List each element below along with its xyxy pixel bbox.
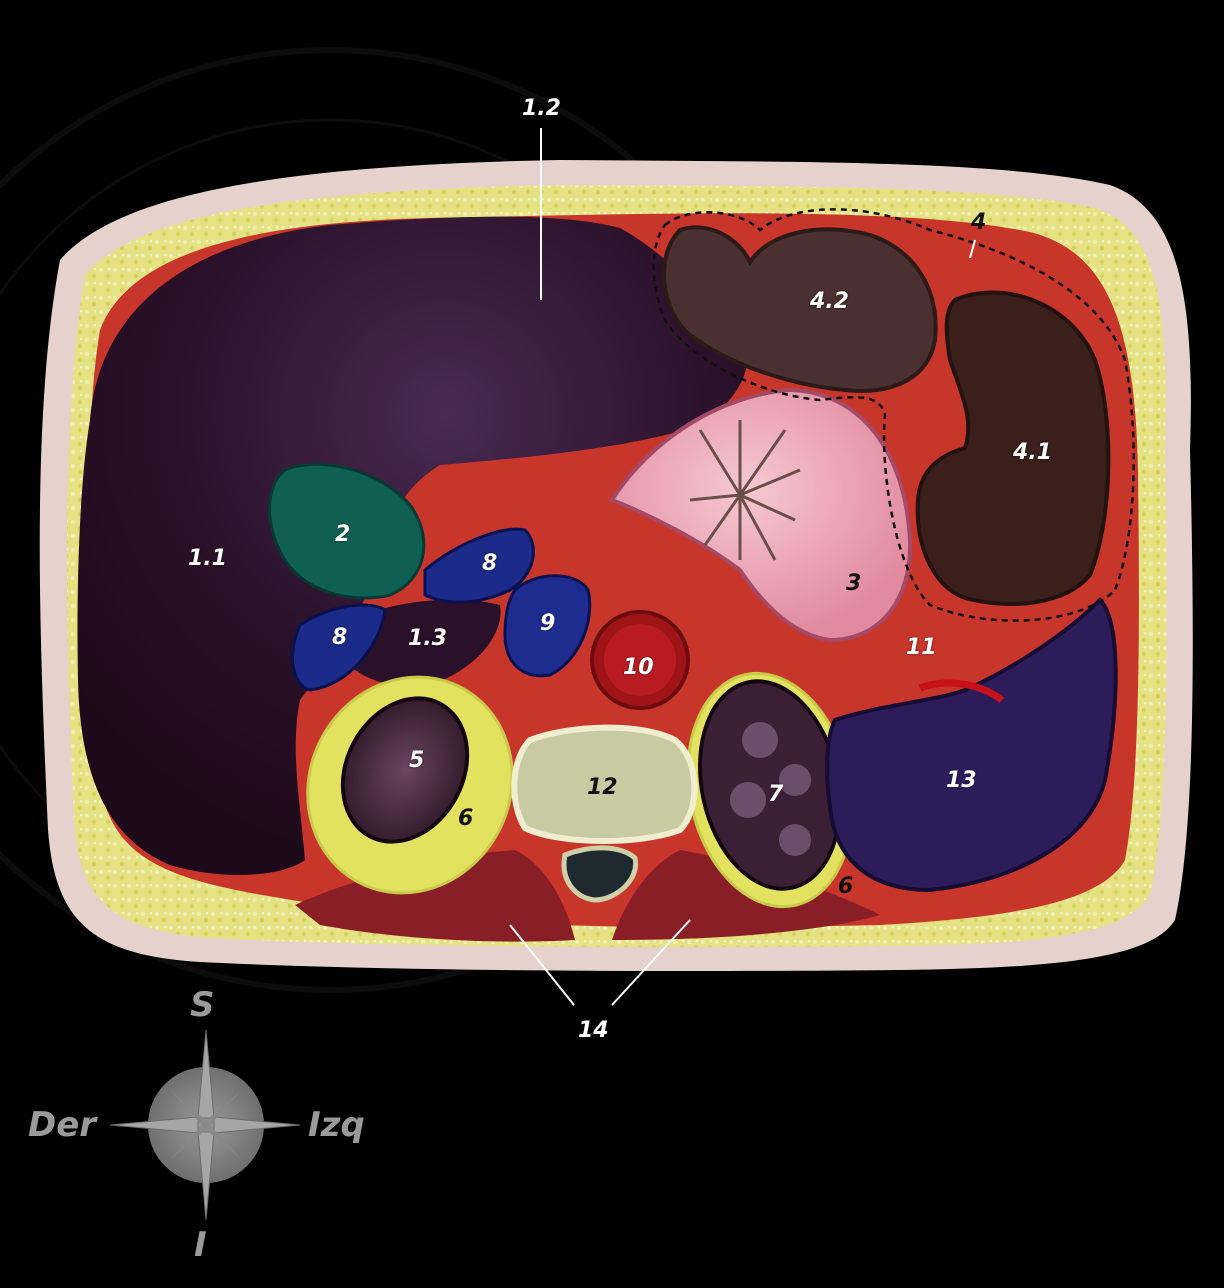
compass-label-south: I bbox=[194, 1225, 207, 1265]
label-2: 2 bbox=[335, 522, 351, 547]
label-9: 9 bbox=[540, 611, 556, 636]
label-7: 7 bbox=[768, 782, 784, 807]
label-14: 14 bbox=[578, 1018, 609, 1043]
label-6-left: 6 bbox=[838, 874, 854, 899]
label-12: 12 bbox=[587, 775, 618, 800]
compass-rose bbox=[110, 1030, 300, 1220]
label-4-2: 4.2 bbox=[810, 289, 849, 314]
label-10: 10 bbox=[623, 655, 654, 680]
label-6-right: 6 bbox=[458, 806, 474, 831]
label-1-2: 1.2 bbox=[522, 96, 561, 121]
label-1-3: 1.3 bbox=[408, 626, 447, 651]
label-13: 13 bbox=[946, 768, 977, 793]
label-8-upper: 8 bbox=[482, 551, 498, 576]
label-3: 3 bbox=[846, 571, 862, 596]
label-8-lower: 8 bbox=[332, 625, 348, 650]
label-5: 5 bbox=[409, 748, 425, 773]
label-4: 4 bbox=[971, 210, 987, 235]
compass-label-north: S bbox=[190, 985, 215, 1025]
label-1-1: 1.1 bbox=[188, 546, 227, 571]
label-11: 11 bbox=[906, 635, 937, 660]
compass-label-west: Der bbox=[28, 1105, 97, 1145]
label-4-1: 4.1 bbox=[1013, 440, 1052, 465]
compass-label-east: Izq bbox=[308, 1105, 365, 1145]
